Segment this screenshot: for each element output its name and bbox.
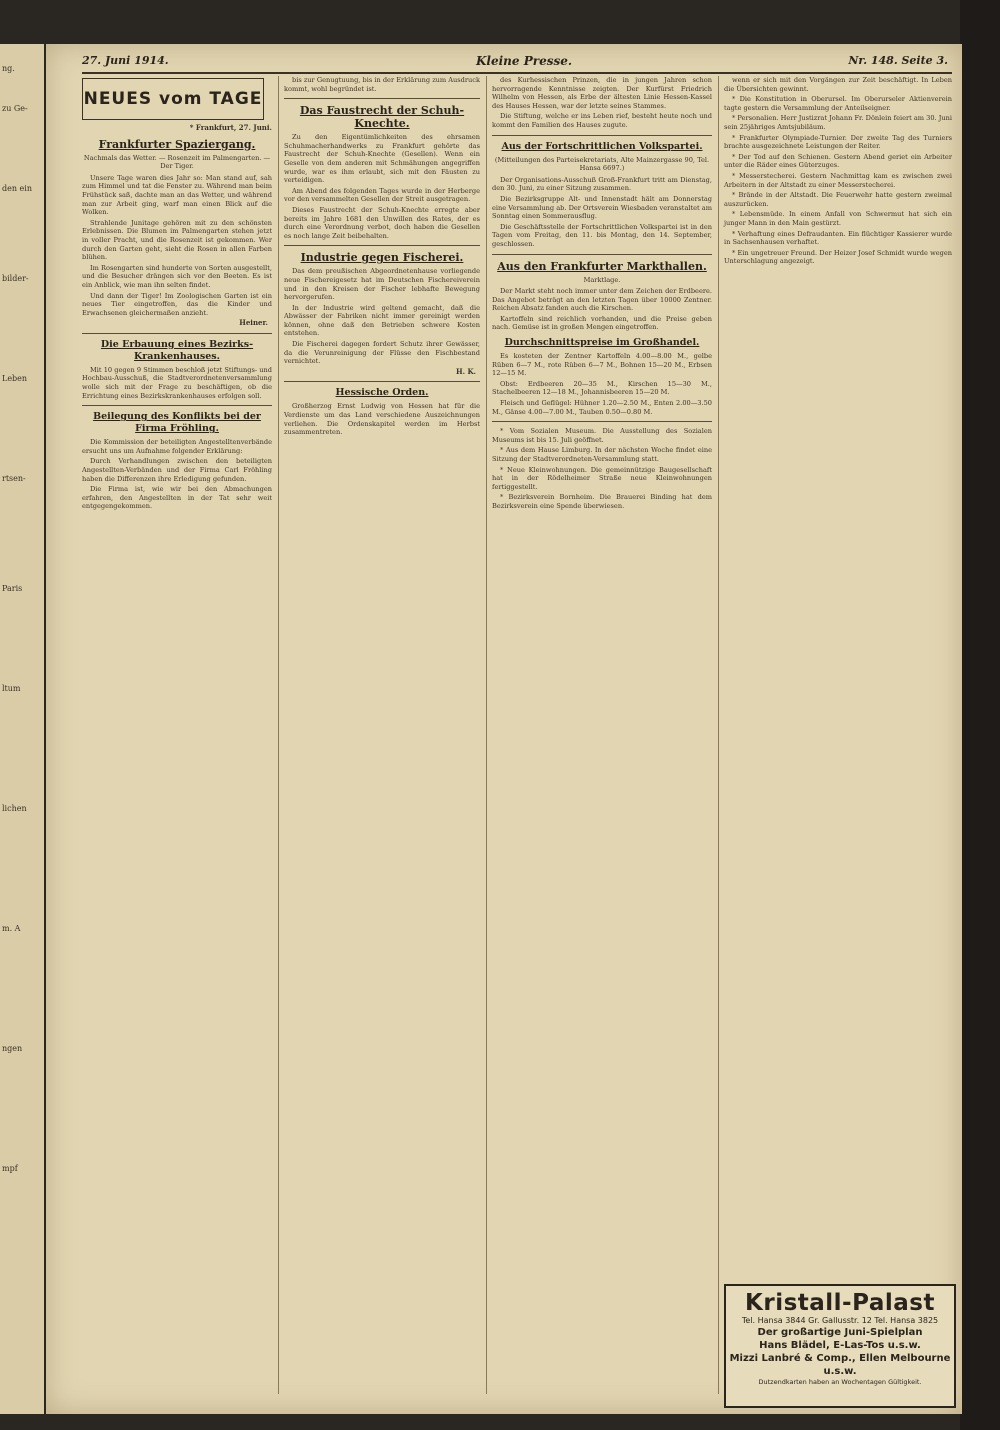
news-notice: * Brände in der Altstadt. Die Feuerwehr hatte gestern zweimal auszurücken.: [724, 191, 952, 208]
strip-fragment: lichen: [2, 804, 27, 813]
article-paragraph: bis zur Genugtuung, bis in der Erklärung zum Ausdruck kommt, wohl begründet ist.: [284, 76, 480, 93]
news-notice: * Messerstecherei. Gestern Nachmittag kam es zwischen zwei Arbeitern in der Altstadt zu einer Messerstecherei.: [724, 171, 952, 189]
article-author: H. K.: [455, 366, 476, 376]
strip-fragment: ng.: [2, 64, 15, 73]
header-rule: [82, 72, 952, 74]
article-paragraph: Mit 10 gegen 9 Stimmen beschloß jetzt Stiftungs- und Hochbau-Ausschuß, die Stadtverordnetenversammlung wolle sich mit der Frage zu beschäftigen, ob die Errichtung eines Bezirkskrankenhauses erfolgen soll.: [82, 365, 272, 400]
paper-title: Kleine Presse.: [476, 54, 573, 68]
article-paragraph: Strahlende Junitage gehören mit zu den schönsten Erlebnissen. Die Blumen im Palmengarten stehen jetzt in voller Pracht, und die Rosenzeit ist gekommen. Wer durch den Garten geht, sieht die Rosen in allen Farben blühen.: [82, 218, 272, 262]
page-number: Nr. 148. Seite 3.: [848, 54, 948, 67]
ad-performers: Hans Blädel, E-Las-Tos u.s.w.: [759, 1340, 921, 1351]
article-headline: Frankfurter Spaziergang.: [98, 137, 256, 151]
article-author: Heiner.: [239, 318, 268, 328]
news-notice: * Frankfurter Olympiade-Turnier. Der zweite Tag des Turniers brachte ausgezeichnete Leistungen der Reiter.: [724, 133, 952, 151]
strip-fragment: zu Ge-: [2, 104, 28, 113]
news-notice: * Vom Sozialen Museum. Die Ausstellung des Sozialen Museums ist bis 15. Juli geöffnet.: [492, 427, 712, 444]
article-headline: Aus der Fortschrittlichen Volkspartei.: [501, 140, 703, 152]
column-2: [284, 76, 480, 439]
column-separator: [486, 76, 487, 1394]
divider: [492, 421, 712, 422]
article-paragraph: wenn er sich mit den Vorgängen zur Zeit beschäftigt. In Leben die Übersichten gewinnt.: [724, 76, 952, 93]
news-notice: * Ein ungetreuer Freund. Der Heizer Josef Schmidt wurde wegen Unterschlagung angezeigt.: [724, 248, 952, 266]
article-paragraph: Obst: Erdbeeren 20—35 M., Kirschen 15—30 M., Stachelbeeren 12—18 M., Johannisbeeren 15—20 M.: [492, 379, 712, 397]
article-paragraph: In der Industrie wird geltend gemacht, daß die Abwässer der Fabriken nicht immer gereinigt werden können, ohne daß den Betrieben schwere Kosten entstehen.: [284, 303, 480, 338]
section-rubric: NEUES vom TAGE: [82, 78, 264, 120]
article-paragraph: Die Fischerei dagegen fordert Schutz ihrer Gewässer, da die Verunreinigung der Flüsse den Fischbestand vernichtet.: [284, 340, 480, 366]
news-notice: * Lebensmüde. In einem Anfall von Schwermut hat sich ein junger Mann in den Main gestürzt.: [724, 210, 952, 227]
ad-performers: Mizzi Lanbré & Comp., Ellen Melbourne u.s.w.: [729, 1353, 951, 1377]
divider: [284, 98, 480, 99]
strip-fragment: mpf: [2, 1164, 18, 1173]
column-4: [724, 76, 952, 268]
article-headline: Beilegung des Konflikts bei der Firma Fröhling.: [93, 411, 261, 435]
ad-title: Kristall-Palast: [745, 1290, 935, 1316]
news-notice: * Personalien. Herr Justizrat Johann Fr. Dönlein feiert am 30. Juni sein 25jähriges Amtsjubiläum.: [724, 114, 952, 131]
article-paragraph: Der Markt steht noch immer unter dem Zeichen der Erdbeere. Das Angebot beträgt an den letzten Tagen über 10000 Zentner. Reichen Absatz fanden auch die Kirschen.: [492, 287, 712, 313]
article-subline: (Mitteilungen des Parteisekretariats, Alte Mainzergasse 90, Tel. Hansa 6697.): [494, 155, 710, 173]
strip-fragment: Paris: [2, 584, 23, 593]
column-1: [82, 76, 272, 513]
strip-fragment: ltum: [2, 684, 21, 693]
article-paragraph: Fleisch und Geflügel: Hühner 1.20—2.50 M., Enten 2.00—3.50 M., Gänse 4.00—7.00 M., Tauben 0.50—0.80 M.: [492, 399, 712, 416]
news-notice: * Bezirksverein Bornheim. Die Brauerei Binding hat dem Bezirksverein eine Spende überwiesen.: [492, 493, 712, 510]
article-paragraph: Die Firma ist, wie wir bei den Abmachungen erfahren, den Angestellten in der Tat sehr weit entgegengekommen.: [82, 485, 272, 511]
divider: [284, 381, 480, 382]
article-headline: Hessische Orden.: [335, 387, 429, 399]
article-paragraph: des Kurhessischen Prinzen, die in jungen Jahren schon hervorragende Kenntnisse zeigten. Der Kurfürst Friedrich Wilhelm von Hessen, als Erbe der ältesten Linie Hessen-Kassel des Hauses Hessen, war der letzte seines Stammes.: [492, 76, 712, 110]
article-paragraph: Die Kommission der beteiligten Angestelltenverbände ersucht uns um Aufnahme folgender Erklärung:: [82, 438, 272, 455]
adjacent-page-strip: [0, 44, 44, 1414]
news-notice: * Verhaftung eines Defraudanten. Ein flüchtiger Kassierer wurde in Sachsenhausen verhaftet.: [724, 229, 952, 247]
divider: [82, 405, 272, 406]
article-headline: Aus den Frankfurter Markthallen.: [497, 259, 707, 273]
divider: [82, 333, 272, 334]
article-headline: Industrie gegen Fischerei.: [300, 251, 464, 265]
dateline: * Frankfurt, 27. Juni.: [189, 123, 272, 132]
strip-fragment: ngen: [2, 1044, 23, 1053]
article-subline: Nachmals das Wetter. — Rosenzeit im Palmengarten. — Der Tiger.: [83, 153, 271, 171]
strip-fragment: den ein: [2, 184, 32, 193]
background-edge: [960, 0, 1000, 1430]
article-headline: Die Erbauung eines Bezirks-Krankenhauses.: [100, 338, 254, 362]
article-paragraph: Am Abend des folgenden Tages wurde in der Herberge vor den versammelten Gesellen der Streit ausgetragen.: [284, 186, 480, 204]
newspaper-page: [46, 44, 962, 1414]
article-paragraph: Der Organisations-Ausschuß Groß-Frankfurt tritt am Dienstag, den 30. Juni, zu einer Sitzung zusammen.: [492, 175, 712, 193]
article-paragraph: Es kosteten der Zentner Kartoffeln 4.00—8.00 M., gelbe Rüben 6—7 M., rote Rüben 6—7 M., Bohnen 15—20 M., Erbsen 12—15 M.: [492, 352, 712, 378]
news-notice: * Der Tod auf den Schienen. Gestern Abend geriet ein Arbeiter unter die Räder eines Güterzuges.: [724, 152, 952, 170]
column-separator: [718, 76, 719, 1394]
article-paragraph: Und dann der Tiger! Im Zoologischen Garten ist ein neues Tier eingetroffen, das die Kinder und Erwachsenen gleichermaßen anzieht.: [82, 291, 272, 317]
strip-fragment: bilder-: [2, 274, 29, 283]
article-paragraph: Die Geschäftsstelle der Fortschrittlichen Volkspartei ist in den Tagen vom Freitag, den 11. bis Montag, den 14. September, geschlossen.: [492, 222, 712, 248]
article-paragraph: Im Rosengarten sind hunderte von Sorten ausgestellt, und die Besucher drängen sich vor den Beeten. Es ist ein Anblick, wie man ihn selten findet.: [82, 263, 272, 289]
news-notice: * Neue Kleinwohnungen. Die gemeinnützige Baugesellschaft hat in der Rödelheimer Straße neue Kleinwohnungen fertiggestellt.: [492, 465, 712, 491]
ad-note: Dutzendkarten haben an Wochentagen Gültigkeit.: [758, 1378, 922, 1386]
article-paragraph: Großherzog Ernst Ludwig von Hessen hat für die Verdienste um das Land verschiedene Auszeichnungen verliehen. Die Ordenskapitel werden im Herbst zusammentreten.: [284, 402, 480, 437]
news-notice: * Aus dem Hause Limburg. In der nächsten Woche findet eine Sitzung der Stadtverordneten-Versammlung statt.: [492, 446, 712, 463]
article-paragraph: Zu den Eigentümlichkeiten des ehrsamen Schuhmacherhandwerks zu Frankfurt gehörte das Faustrecht der Schuh-Knechte (Gesellen). Wenn ein Geselle von dem anderen mit Schmähungen angegriffen wurde, war es ihm erlaubt, sich mit den Fäusten zu verteidigen.: [284, 133, 480, 185]
article-paragraph: Unsere Tage waren dies Jahr so: Man stand auf, sah zum Himmel und tat die Fenster zu. Während man beim Frühstück saß, dachte man an das Wetter, und während man zur Arbeit ging, warf man einen Blick auf die Wolken.: [82, 173, 272, 217]
divider: [284, 245, 480, 246]
column-3: [492, 76, 712, 513]
news-notice: * Die Konstitution in Oberursel. Im Oberurseler Aktienverein tagte gestern die Versammlung der Anteilseigner.: [724, 95, 952, 112]
article-headline: Durchschnittspreise im Großhandel.: [504, 337, 700, 349]
article-paragraph: Die Bezirksgruppe Alt- und Innenstadt hält am Donnerstag eine Versammlung ab. Der Ortsverein Wiesbaden veranstaltet am Sonntag einen Sommerausflug.: [492, 194, 712, 221]
strip-fragment: Leben: [2, 374, 28, 383]
article-paragraph: Dieses Faustrecht der Schuh-Knechte erregte aber bereits im Jahre 1681 den Unwillen des Rates, der es durch eine Verordnung verbot, doch haben die Gesellen es noch lange Zeit beibehalten.: [284, 205, 480, 240]
page-date: 27. Juni 1914.: [82, 54, 169, 67]
ad-address: Tel. Hansa 3844 Gr. Gallusstr. 12 Tel. Hansa 3825: [741, 1316, 939, 1325]
ad-program: Der großartige Juni-Spielplan: [757, 1327, 923, 1338]
advertisement-kristall-palast: [724, 1284, 956, 1408]
article-headline: Das Faustrecht der Schuh-Knechte.: [299, 104, 465, 131]
column-separator: [278, 76, 279, 1394]
article-paragraph: Kartoffeln sind reichlich vorhanden, und die Preise geben nach. Gemüse ist in großen Mengen eingetroffen.: [492, 314, 712, 332]
article-paragraph: Die Stiftung, welche er ins Leben rief, besteht heute noch und kommt den Familien des Hauses zugute.: [492, 112, 712, 129]
strip-fragment: m. A: [2, 924, 21, 933]
article-subline: Marktlage.: [583, 275, 621, 284]
article-paragraph: Das dem preußischen Abgeordnetenhause vorliegende neue Fischereigesetz hat im Deutschen Fischereiverein und in den Kreisen der Fischer lebhafte Bewegung hervorgerufen.: [284, 267, 480, 302]
divider: [492, 254, 712, 255]
divider: [492, 135, 712, 136]
article-paragraph: Durch Verhandlungen zwischen den beteiligten Angestellten-Verbänden und der Firma Carl Fröhling haben die Differenzen ihre Erledigung gefunden.: [82, 457, 272, 483]
strip-fragment: rtsen-: [2, 474, 26, 483]
